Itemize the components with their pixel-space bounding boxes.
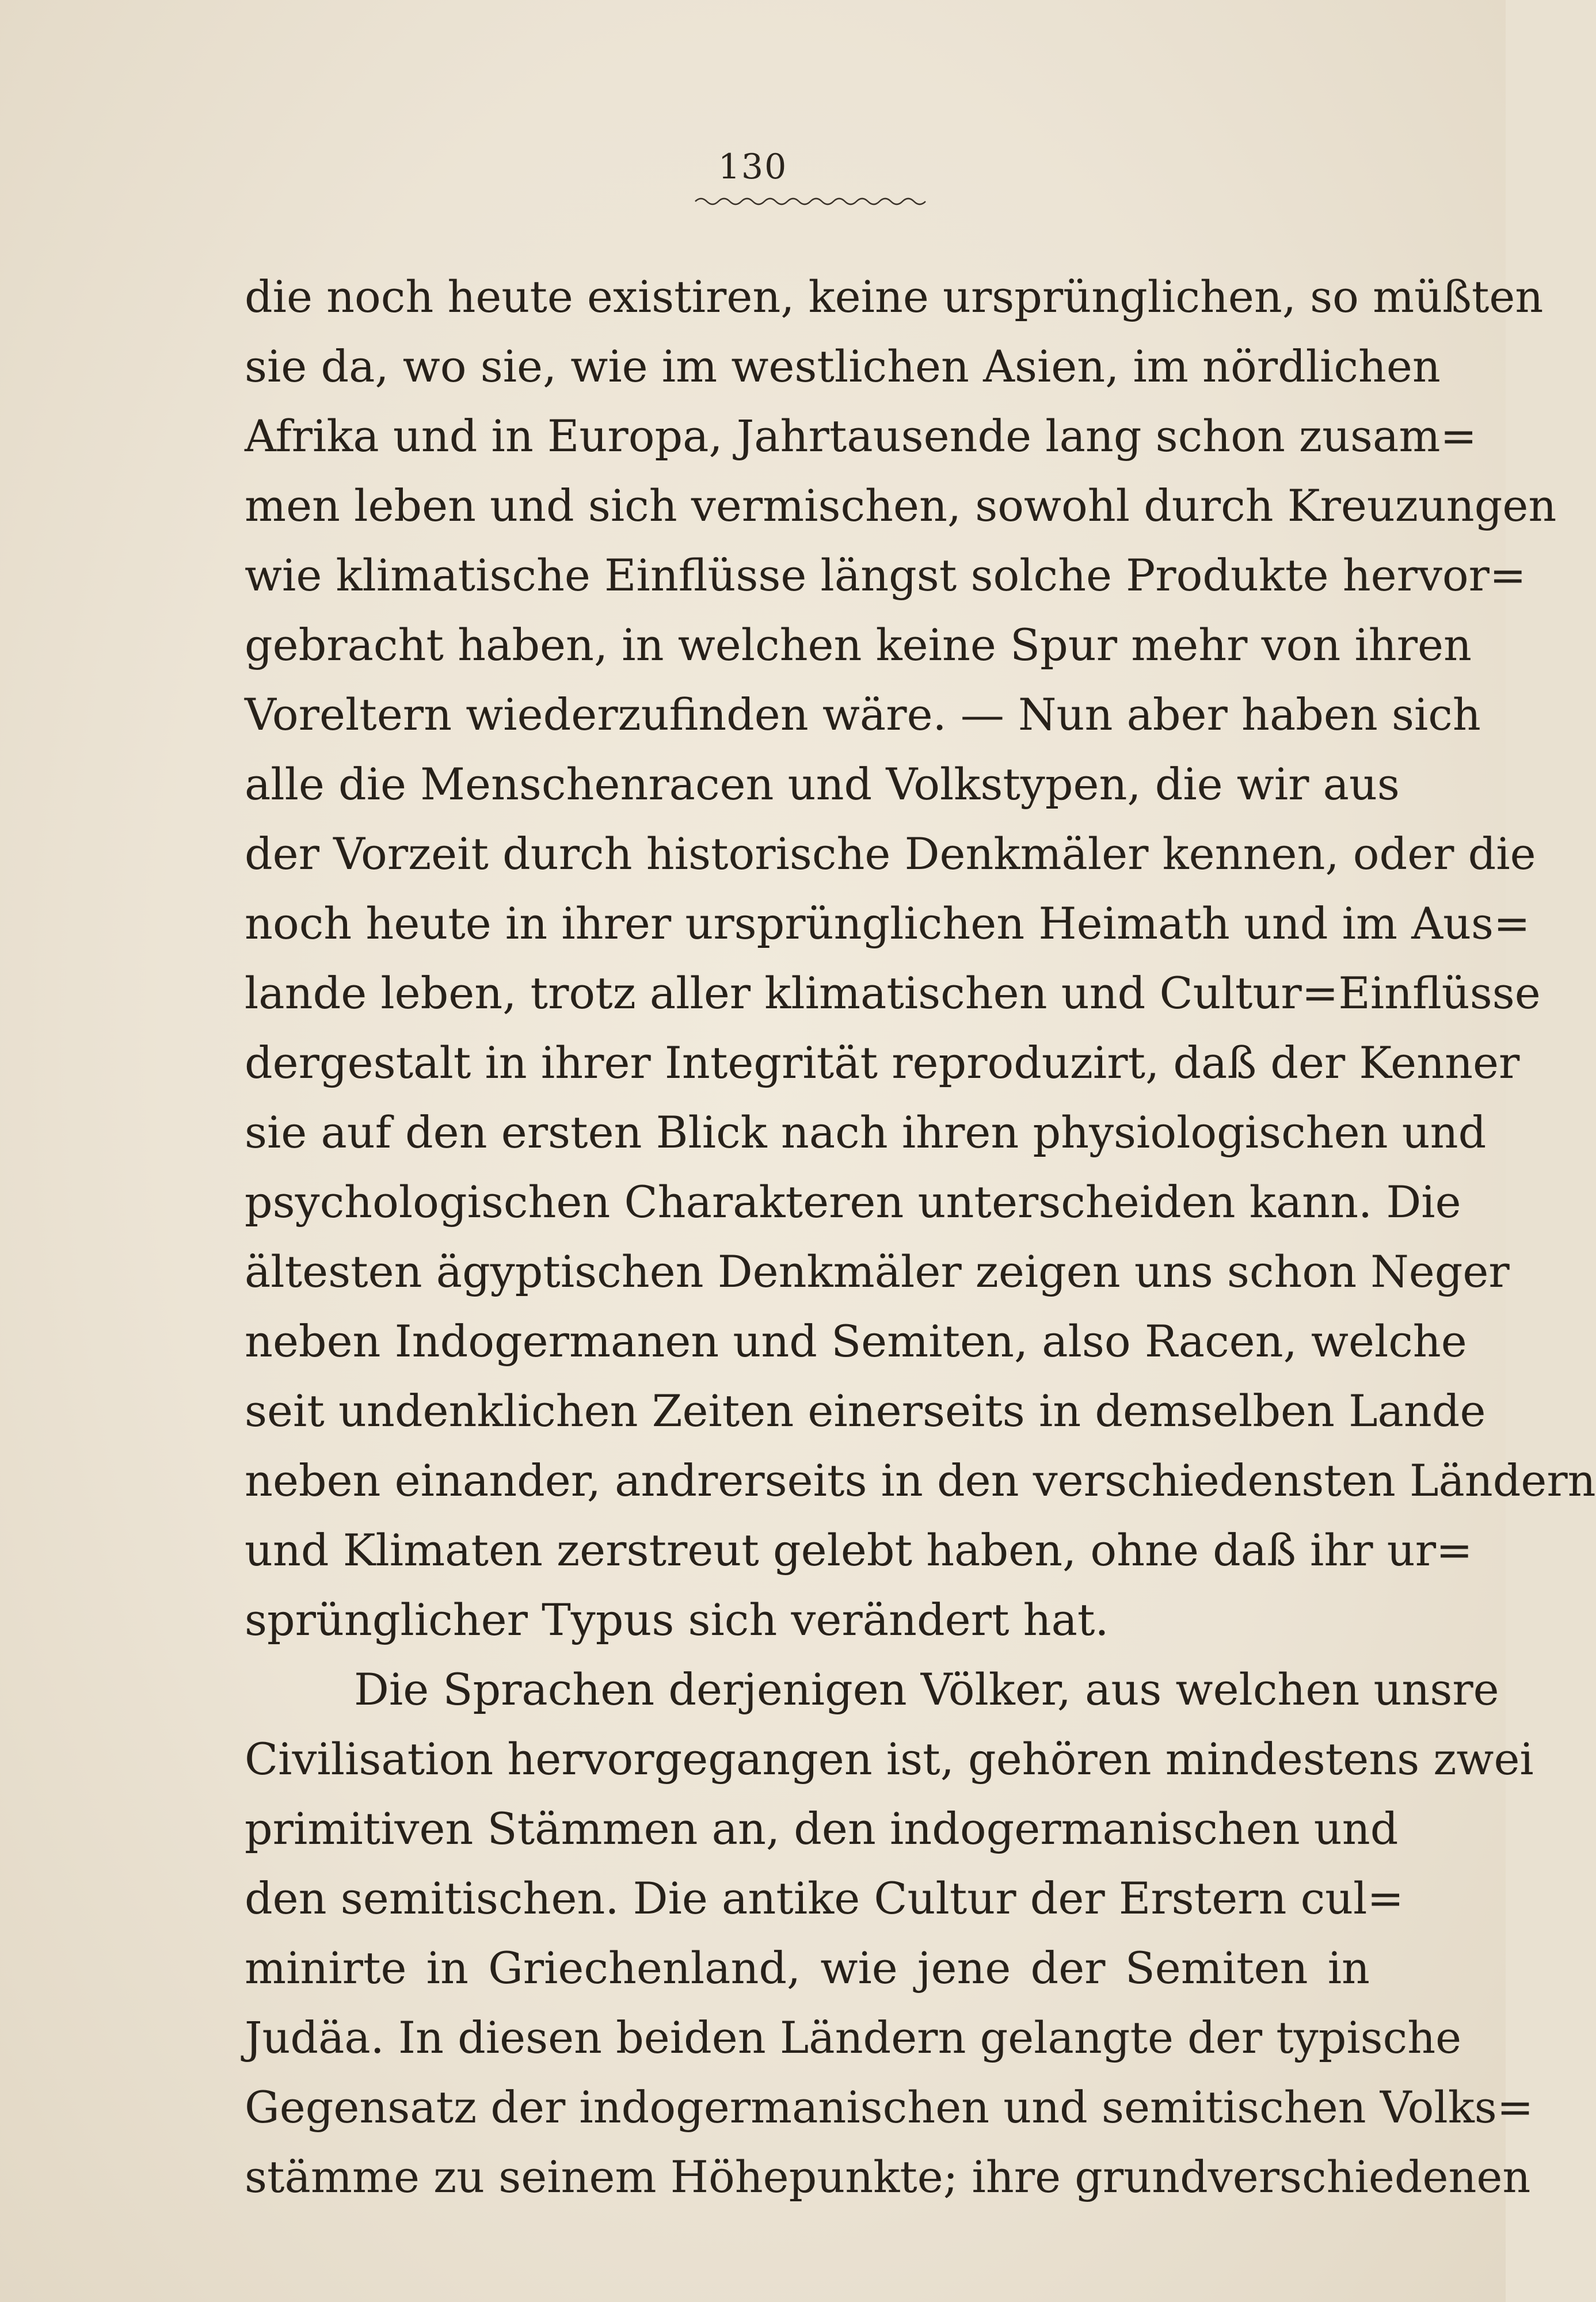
text-line: der Vorzeit durch historische Denkmäler kennen, oder die <box>245 828 1536 879</box>
text-line: stämme zu seinem Höhepunkte; ihre grundverschiedenen <box>245 2151 1531 2202</box>
text-line: Judäa. In diesen beiden Ländern gelangte der typische <box>245 2012 1462 2063</box>
text-line: primitiven Stämmen an, den indogermanischen und <box>245 1803 1399 1854</box>
text-line: dergestalt in ihrer Integrität reproduzirt, daß der Kenner <box>245 1037 1520 1088</box>
text-line: die noch heute existiren, keine ursprünglichen, so müßten <box>245 271 1544 322</box>
text-line: den semitischen. Die antike Cultur der Erstern cul= <box>245 1873 1404 1924</box>
text-line: Afrika und in Europa, Jahrtausende lang schon zusam= <box>245 410 1477 462</box>
text-line: sprünglicher Typus sich verändert hat. <box>245 1594 1109 1645</box>
text-line: alle die Menschenracen und Volkstypen, die wir aus <box>245 759 1400 810</box>
text-line: men leben und sich vermischen, sowohl durch Kreuzungen <box>245 480 1557 531</box>
page-number-ornament <box>695 196 925 207</box>
text-line: gebracht haben, in welchen keine Spur mehr von ihren <box>245 619 1472 670</box>
text-line: ältesten ägyptischen Denkmäler zeigen uns schon Neger <box>245 1246 1510 1297</box>
text-line: Gegensatz der indogermanischen und semitischen Volks= <box>245 2082 1534 2133</box>
body-text <box>245 262 1596 2212</box>
page-number: 130 <box>718 147 788 187</box>
text-line: psychologischen Charakteren unterscheiden kann. Die <box>245 1176 1461 1228</box>
text-line: neben Indogermanen und Semiten, also Racen, welche <box>245 1316 1467 1367</box>
text-line: Die Sprachen derjenigen Völker, aus welchen unsre <box>354 1664 1499 1715</box>
text-line: Voreltern wiederzufinden wäre. — Nun aber haben sich <box>245 689 1481 740</box>
text-line: neben einander, andrerseits in den verschiedensten Ländern <box>245 1455 1596 1506</box>
text-line: Civilisation hervorgegangen ist, gehören mindestens zwei <box>245 1733 1534 1785</box>
text-line: noch heute in ihrer ursprünglichen Heimath und im Aus= <box>245 898 1530 949</box>
text-line: sie auf den ersten Blick nach ihren physiologischen und <box>245 1107 1487 1158</box>
text-line: und Klimaten zerstreut gelebt haben, ohne daß ihr ur= <box>245 1524 1473 1576</box>
text-line: sie da, wo sie, wie im westlichen Asien, im nördlichen <box>245 341 1441 392</box>
text-line: wie klimatische Einflüsse längst solche Produkte hervor= <box>245 550 1526 601</box>
text-line: seit undenklichen Zeiten einerseits in demselben Lande <box>245 1385 1486 1436</box>
text-line: minirte in Griechenland, wie jene der Semiten in <box>245 1942 1370 1994</box>
text-line: lande leben, trotz aller klimatischen und Cultur=Einflüsse <box>245 967 1541 1019</box>
